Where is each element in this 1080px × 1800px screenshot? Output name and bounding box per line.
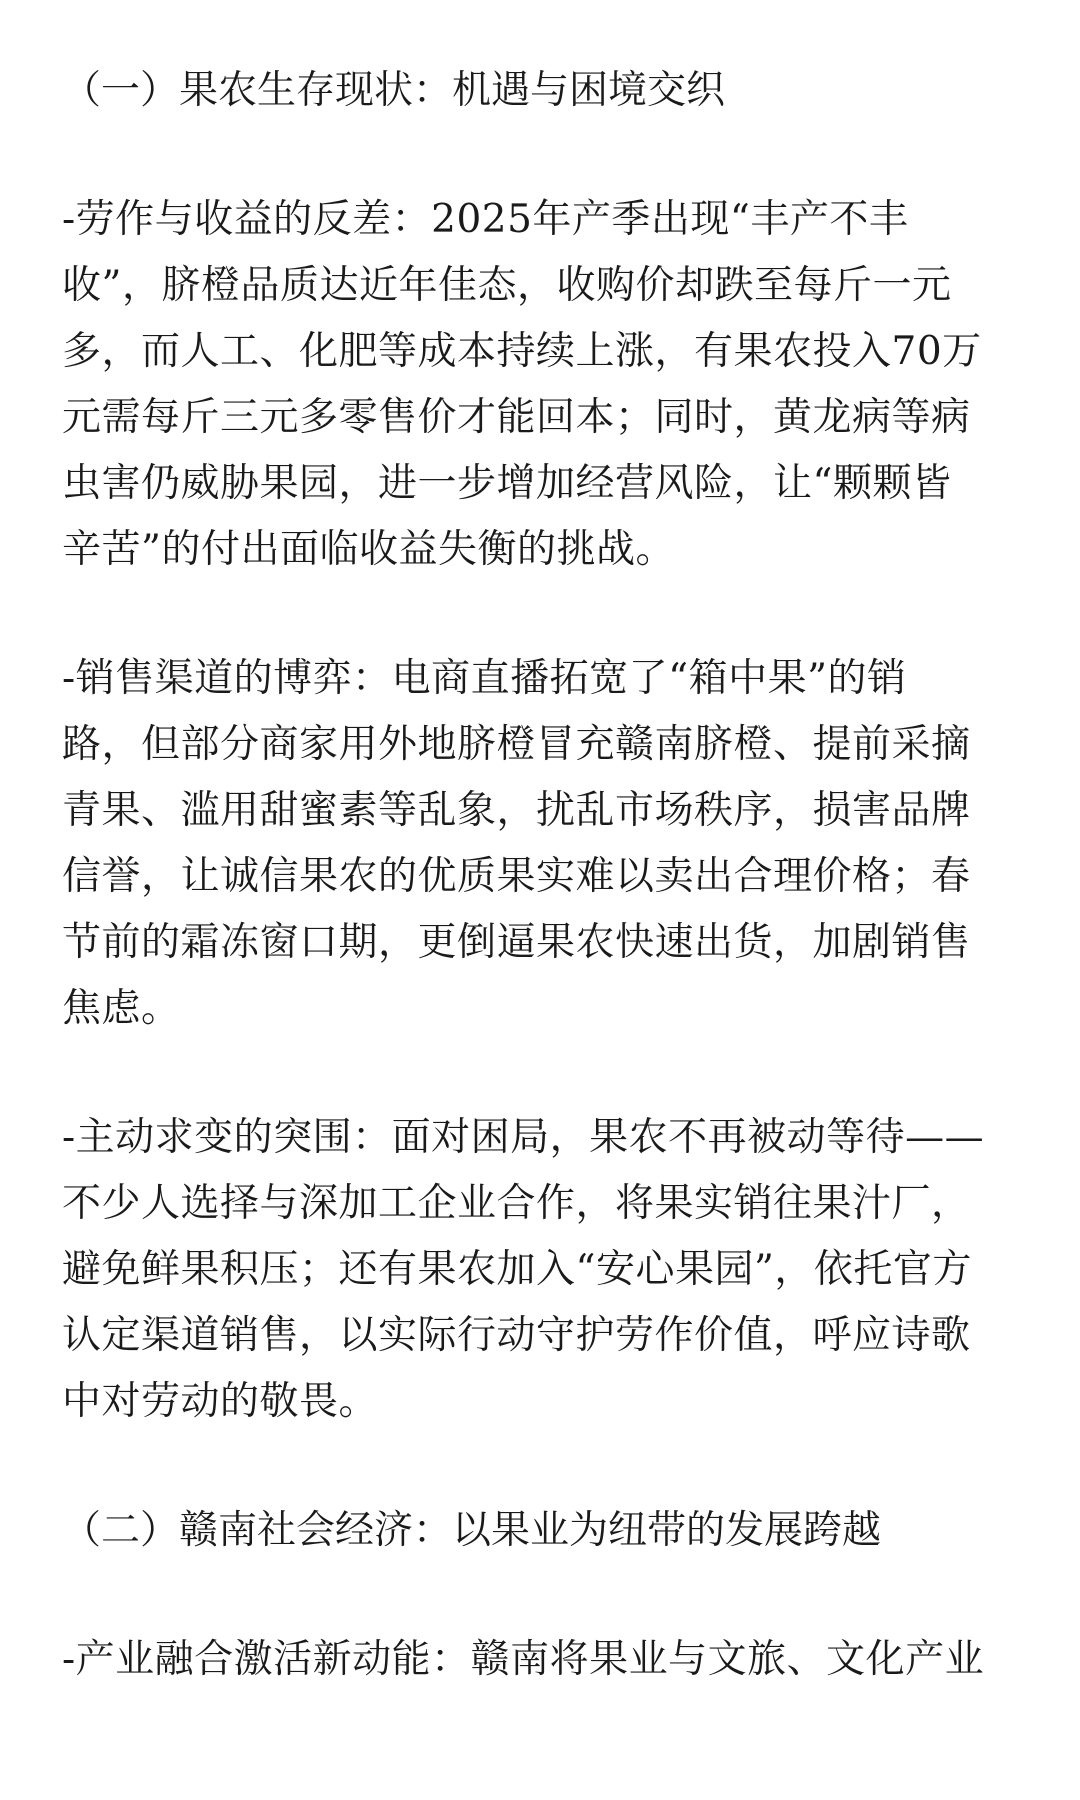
text-line: 中对劳动的敬畏。 <box>62 1379 379 1424</box>
text-line: 辛苦”的付出面临收益失衡的挑战。 <box>62 527 675 572</box>
paragraph-breakthrough <box>62 1105 1032 1435</box>
text-line: 青果、滥用甜蜜素等乱象，扰乱市场秩序，损害品牌 <box>62 788 971 833</box>
text-line: 节前的霜冻窗口期，更倒逼果农快速出货，加剧销售 <box>62 920 971 965</box>
article <box>62 58 1032 1693</box>
text-line: -产业融合激活新动能：赣南将果业与文旅、文化产业 <box>62 1637 985 1682</box>
paragraph-industry-fusion <box>62 1627 1032 1693</box>
text-line: 不少人选择与深加工企业合作，将果实销往果汁厂， <box>62 1181 971 1226</box>
text-line: 焦虑。 <box>62 986 181 1031</box>
section-heading-1: （一）果农生存现状：机遇与困境交织 <box>62 68 726 113</box>
paragraph-labor-vs-income <box>62 187 1032 583</box>
paragraph-gap <box>62 1042 1032 1105</box>
text-line: 收”，脐橙品质达近年佳态，收购价却跌至每斤一元 <box>62 263 952 308</box>
text-line: 认定渠道销售，以实际行动守护劳作价值，呼应诗歌 <box>62 1313 971 1358</box>
paragraph-gap <box>62 1435 1032 1498</box>
paragraph-sales-channels <box>62 646 1032 1042</box>
text-line: -销售渠道的博弈：电商直播拓宽了“箱中果”的销 <box>62 656 907 701</box>
text-line: -劳作与收益的反差：2025年产季出现“丰产不丰 <box>62 197 909 242</box>
paragraph-gap <box>62 1564 1032 1627</box>
paragraph-gap <box>62 124 1032 187</box>
text-line: 信誉，让诚信果农的优质果实难以卖出合理价格；春 <box>62 854 971 899</box>
text-line: -主动求变的突围：面对困局，果农不再被动等待—— <box>62 1115 985 1160</box>
paragraph-gap <box>62 583 1032 646</box>
text-line: 多，而人工、化肥等成本持续上涨，有果农投入70万 <box>62 329 982 374</box>
text-line: 避免鲜果积压；还有果农加入“安心果园”，依托官方 <box>62 1247 972 1292</box>
text-line: 虫害仍威胁果园，进一步增加经营风险，让“颗颗皆 <box>62 461 952 506</box>
text-line: 元需每斤三元多零售价才能回本；同时，黄龙病等病 <box>62 395 971 440</box>
text-line: 路，但部分商家用外地脐橙冒充赣南脐橙、提前采摘 <box>62 722 971 767</box>
section-heading-2: （二）赣南社会经济：以果业为纽带的发展跨越 <box>62 1508 882 1553</box>
